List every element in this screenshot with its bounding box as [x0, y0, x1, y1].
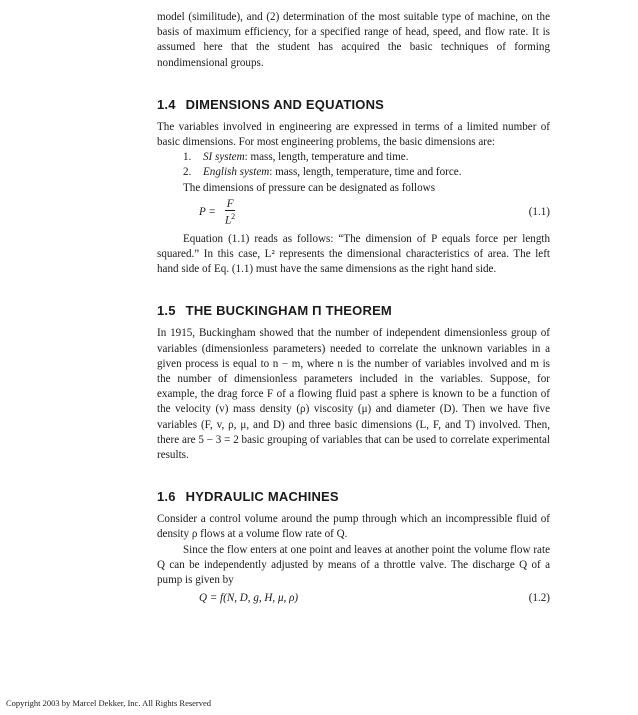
- page-content: [157, 10, 550, 608]
- equation-1-1: P = $\frac{F}{L^2}$ (1.1): [199, 197, 550, 227]
- intro-paragraph: model (similitude), and (2) determination of the most suitable type of machine, on the basis of maximum efficiency, for a specified range of head, speed, and flow rate. It is assumed here that the student has acquired the basic techniques of forming nondimensional groups.: [157, 11, 550, 69]
- section-number: 1.6: [157, 489, 176, 505]
- dimension-systems-list: [157, 150, 550, 180]
- section-title: HYDRAULIC MACHINES: [185, 489, 339, 505]
- section-1-6-para1: Consider a control volume around the pump through which an incompressible fluid of density ρ flows at a volume flow rate of Q.: [157, 513, 550, 541]
- section-1-4-para2: The dimensions of pressure can be designated as follows: [183, 181, 436, 194]
- section-heading-1-4: [157, 97, 550, 112]
- section-heading-1-5: [157, 303, 550, 318]
- copyright-footer: Copyright 2003 by Marcel Dekker, Inc. All Rights Reserved: [6, 698, 212, 708]
- section-number: 1.5: [157, 303, 176, 319]
- section-number: 1.4: [157, 96, 176, 112]
- list-item: 1. SI system: mass, length, temperature and time.: [183, 151, 409, 164]
- list-item: 2. English system: mass, length, temperature, time and force.: [183, 166, 462, 179]
- section-1-5-para1: In 1915, Buckingham showed that the number of independent dimensionless group of variables (dimensionless parameters) needed to correlate the unknown variables in a given process is equal to n − m, where n is the number of variables involved and m is the number of dimensionless parameters included in the variables. Suppose, for example, the drag force F of a flowing fluid past a sphere is known to be a function of the velocity (v) mass density (ρ) viscosity (μ) and diameter (D). Then we have five variables (F, v, ρ, μ, and D) and three basic dimensions (L, F, and T) involved. Then, there are 5 − 3 = 2 basic grouping of variables that can be used to correlate experimental results.: [157, 327, 550, 462]
- section-1-6-para2: Since the flow enters at one point and leaves at another point the volume flow rate Q can be independently adjusted by means of a throttle valve. The discharge Q of a pump is given by: [157, 543, 550, 587]
- section-title: THE BUCKINGHAM Π THEOREM: [185, 303, 392, 319]
- section-1-4-para3: Equation (1.1) reads as follows: “The dimension of P equals force per length squared.” In this case, L² represents the dimensional characteristics of area. The left hand side of Eq. (1.1) must have the same dimensions as the right hand side.: [157, 232, 550, 276]
- equation-1-2: [157, 590, 550, 608]
- section-title: DIMENSIONS AND EQUATIONS: [185, 96, 385, 112]
- equation-text: Q = f(N, D, g, H, μ, ρ): [199, 592, 299, 605]
- section-1-4-para1: The variables involved in engineering are expressed in terms of a limited number of basic dimensions. For most engineering problems, the basic dimensions are:: [157, 120, 550, 149]
- equation-number: (1.1): [528, 205, 550, 218]
- equation-number: (1.2): [528, 592, 550, 605]
- section-heading-1-6: [157, 489, 550, 504]
